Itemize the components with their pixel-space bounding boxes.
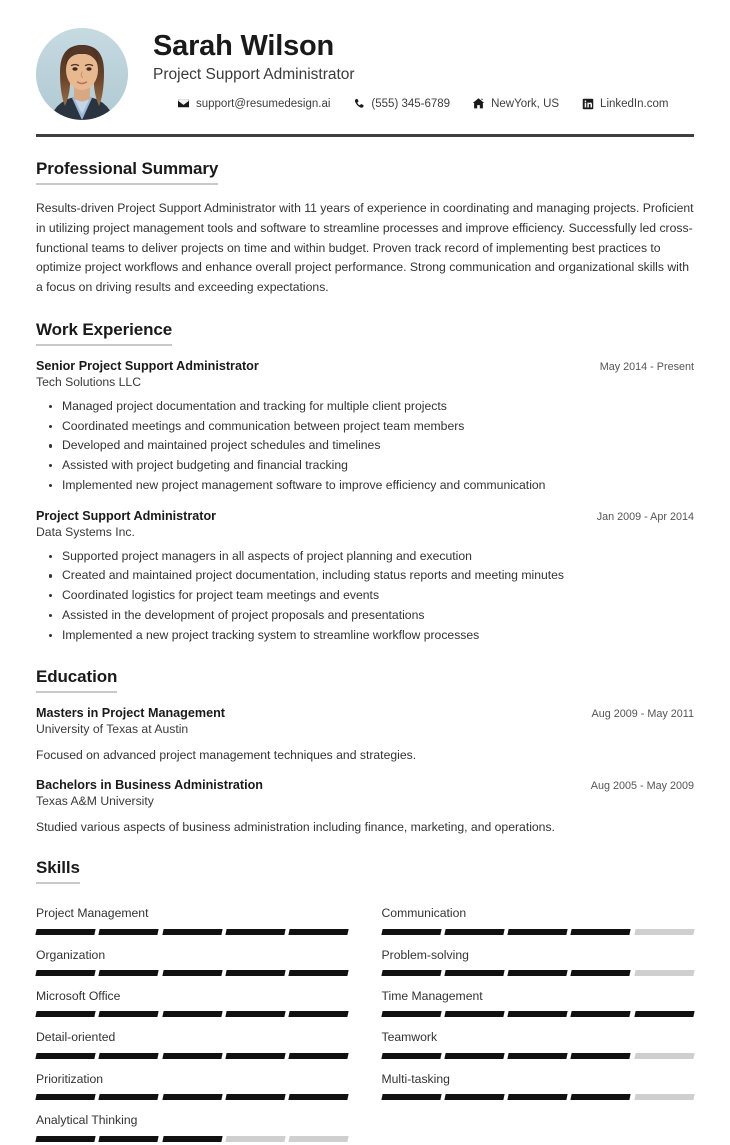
skill-level-segment: [634, 1094, 695, 1100]
skill-level-segment: [571, 1094, 632, 1100]
education-description: Focused on advanced project management techniques and strategies.: [36, 748, 417, 763]
contact-email[interactable]: [177, 97, 330, 110]
work-entry-head: [36, 509, 694, 523]
education-entry-head: [36, 706, 694, 720]
skill-item: [36, 1020, 349, 1061]
skill-level-segment: [634, 970, 695, 976]
education-description: Studied various aspects of business administration including finance, marketing, and operations.: [36, 819, 555, 834]
skill-level-bar: [382, 1094, 695, 1100]
skill-level-segment: [571, 1053, 632, 1059]
skill-item: [36, 979, 349, 1020]
skill-label: Time Management: [381, 989, 483, 1004]
contact-location-text: NewYork, US: [491, 97, 560, 110]
section-title-skills: Skills: [36, 858, 80, 884]
section-title-summary: Professional Summary: [36, 159, 218, 185]
skill-item: [382, 979, 695, 1020]
skill-level-bar: [36, 929, 349, 935]
skill-level-bar: [36, 970, 349, 976]
contact-location: [472, 97, 559, 110]
skill-level-bar: [36, 1011, 349, 1017]
skill-level-segment: [162, 1094, 223, 1100]
skill-level-segment: [444, 1053, 505, 1059]
skill-level-bar: [36, 1136, 349, 1142]
avatar: [36, 28, 128, 120]
skill-level-segment: [381, 1053, 442, 1059]
skill-level-bar: [382, 970, 695, 976]
skill-level-bar: [382, 929, 695, 935]
skill-level-segment: [289, 1136, 350, 1142]
education-school: Texas A&M University: [36, 793, 154, 808]
skill-level-segment: [225, 1053, 286, 1059]
list-item: Coordinated meetings and communication between project team members: [62, 417, 694, 437]
skill-label: Organization: [36, 947, 106, 962]
linkedin-icon: [581, 97, 594, 110]
skill-level-segment: [634, 929, 695, 935]
skill-level-segment: [162, 1011, 223, 1017]
skill-level-segment: [35, 1011, 96, 1017]
skill-level-segment: [444, 929, 505, 935]
skill-level-segment: [99, 1053, 160, 1059]
work-entry-date: Jan 2009 - Apr 2014: [596, 510, 694, 523]
skill-level-segment: [162, 1136, 223, 1142]
contact-row: [153, 97, 694, 110]
work-entry-date: May 2014 - Present: [599, 360, 694, 373]
summary-text: Results-driven Project Support Administrator with 11 years of experience in coordinating and managing projects. Proficient in utilizing project management tools and software to streamline processes and improve efficiency. Successfully led cross-functional teams to deliver projects on time and within budget. Proven track record of implementing best practices to optimize project workflows and enhance overall project performance. Strong communication and organizational skills with a focus on driving results and exceeding expectations.: [36, 201, 694, 295]
job-title: Project Support Administrator: [153, 66, 355, 84]
education-date: Aug 2005 - May 2009: [590, 779, 694, 792]
skill-level-segment: [162, 970, 223, 976]
education-degree: Masters in Project Management: [36, 706, 225, 721]
skill-level-segment: [289, 970, 350, 976]
skill-level-segment: [381, 970, 442, 976]
header-main: [128, 26, 694, 110]
section-work-experience: [36, 320, 694, 646]
skill-level-segment: [289, 1011, 350, 1017]
skill-level-bar: [36, 1094, 349, 1100]
list-item: Created and maintained project documentation, including status reports and meeting minutes: [62, 566, 694, 586]
work-entry-bullets: [36, 547, 694, 646]
skill-level-segment: [99, 1011, 160, 1017]
skill-level-segment: [225, 1094, 286, 1100]
work-entry-role: Project Support Administrator: [36, 508, 217, 523]
skill-level-segment: [444, 970, 505, 976]
education-entry: [36, 706, 694, 764]
skill-label: Project Management: [36, 906, 149, 921]
section-skills: [36, 858, 694, 1145]
skill-level-segment: [225, 1011, 286, 1017]
list-item: Managed project documentation and tracking for multiple client projects: [62, 397, 694, 417]
skill-level-segment: [289, 929, 350, 935]
work-entry-head: [36, 359, 694, 373]
skill-item: [382, 938, 695, 979]
skill-level-segment: [99, 929, 160, 935]
skill-level-segment: [571, 970, 632, 976]
skill-item: [382, 1020, 695, 1061]
list-item: Implemented a new project tracking system to streamline workflow processes: [62, 626, 694, 646]
home-icon: [472, 97, 485, 110]
education-entry-head: [36, 778, 694, 792]
skill-level-segment: [225, 929, 286, 935]
skill-level-segment: [507, 970, 568, 976]
skill-level-segment: [444, 1011, 505, 1017]
skill-level-segment: [507, 929, 568, 935]
skill-label: Communication: [381, 906, 467, 921]
education-school: University of Texas at Austin: [36, 722, 189, 737]
section-education: [36, 667, 694, 836]
skill-level-segment: [444, 1094, 505, 1100]
contact-phone[interactable]: [352, 97, 450, 110]
skill-level-segment: [35, 970, 96, 976]
skill-level-segment: [571, 929, 632, 935]
skill-level-segment: [162, 929, 223, 935]
work-entry: [36, 359, 694, 496]
skill-level-segment: [571, 1011, 632, 1017]
work-entry-organization: Data Systems Inc.: [36, 524, 135, 539]
header-divider: [36, 134, 694, 137]
skill-label: Teamwork: [381, 1030, 438, 1045]
education-degree: Bachelors in Business Administration: [36, 777, 263, 792]
skill-level-bar: [382, 1011, 695, 1017]
skill-label: Problem-solving: [381, 947, 469, 962]
skill-level-segment: [381, 1011, 442, 1017]
skill-level-segment: [225, 970, 286, 976]
skill-item: [382, 896, 695, 937]
section-title-education: Education: [36, 667, 117, 693]
skill-level-segment: [35, 1136, 96, 1142]
skill-level-segment: [507, 1011, 568, 1017]
skill-level-segment: [225, 1136, 286, 1142]
skill-level-segment: [507, 1053, 568, 1059]
skill-level-segment: [507, 1094, 568, 1100]
skill-level-segment: [381, 929, 442, 935]
list-item: Implemented new project management software to improve efficiency and communication: [62, 476, 694, 496]
list-item: Assisted with project budgeting and financial tracking: [62, 456, 694, 476]
work-entry-organization: Tech Solutions LLC: [36, 374, 142, 389]
list-item: Assisted in the development of project proposals and presentations: [62, 606, 694, 626]
skill-label: Detail-oriented: [36, 1030, 116, 1045]
contact-email-text: support@resumedesign.ai: [196, 97, 331, 110]
skill-level-segment: [35, 1053, 96, 1059]
skill-level-segment: [99, 1136, 160, 1142]
list-item: Coordinated logistics for project team meetings and events: [62, 586, 694, 606]
skills-grid: [36, 896, 694, 1145]
skill-level-segment: [381, 1094, 442, 1100]
skill-item: [36, 1062, 349, 1103]
contact-linkedin[interactable]: [581, 97, 668, 110]
skill-item: [36, 938, 349, 979]
skill-level-segment: [35, 1094, 96, 1100]
list-item: Developed and maintained project schedules and timelines: [62, 436, 694, 456]
phone-icon: [352, 97, 365, 110]
skill-level-segment: [634, 1053, 695, 1059]
skill-level-segment: [289, 1053, 350, 1059]
contact-linkedin-text: LinkedIn.com: [600, 97, 669, 110]
skill-label: Microsoft Office: [36, 989, 121, 1004]
skill-label: Multi-tasking: [381, 1071, 450, 1086]
education-date: Aug 2009 - May 2011: [591, 708, 694, 721]
skill-level-segment: [162, 1053, 223, 1059]
section-title-work-experience: Work Experience: [36, 320, 172, 346]
skill-label: Analytical Thinking: [36, 1113, 138, 1128]
work-entry: [36, 509, 694, 646]
contact-phone-text: (555) 345-6789: [371, 97, 451, 110]
skill-level-bar: [36, 1053, 349, 1059]
skill-level-segment: [35, 929, 96, 935]
skill-level-bar: [382, 1053, 695, 1059]
section-professional-summary: [36, 159, 694, 298]
resume-header: [36, 26, 694, 128]
skill-item: [36, 1103, 349, 1144]
skill-level-segment: [99, 1094, 160, 1100]
skill-level-segment: [99, 970, 160, 976]
skill-level-segment: [289, 1094, 350, 1100]
skill-label: Prioritization: [36, 1071, 104, 1086]
list-item: Supported project managers in all aspects of project planning and execution: [62, 547, 694, 567]
page-title: Sarah Wilson: [153, 30, 335, 62]
envelope-icon: [177, 97, 190, 110]
work-entry-role: Senior Project Support Administrator: [36, 358, 259, 373]
education-entry: [36, 778, 694, 836]
skill-level-segment: [634, 1011, 695, 1017]
skill-item: [36, 896, 349, 937]
work-entry-bullets: [36, 397, 694, 496]
skill-item: [382, 1062, 695, 1103]
